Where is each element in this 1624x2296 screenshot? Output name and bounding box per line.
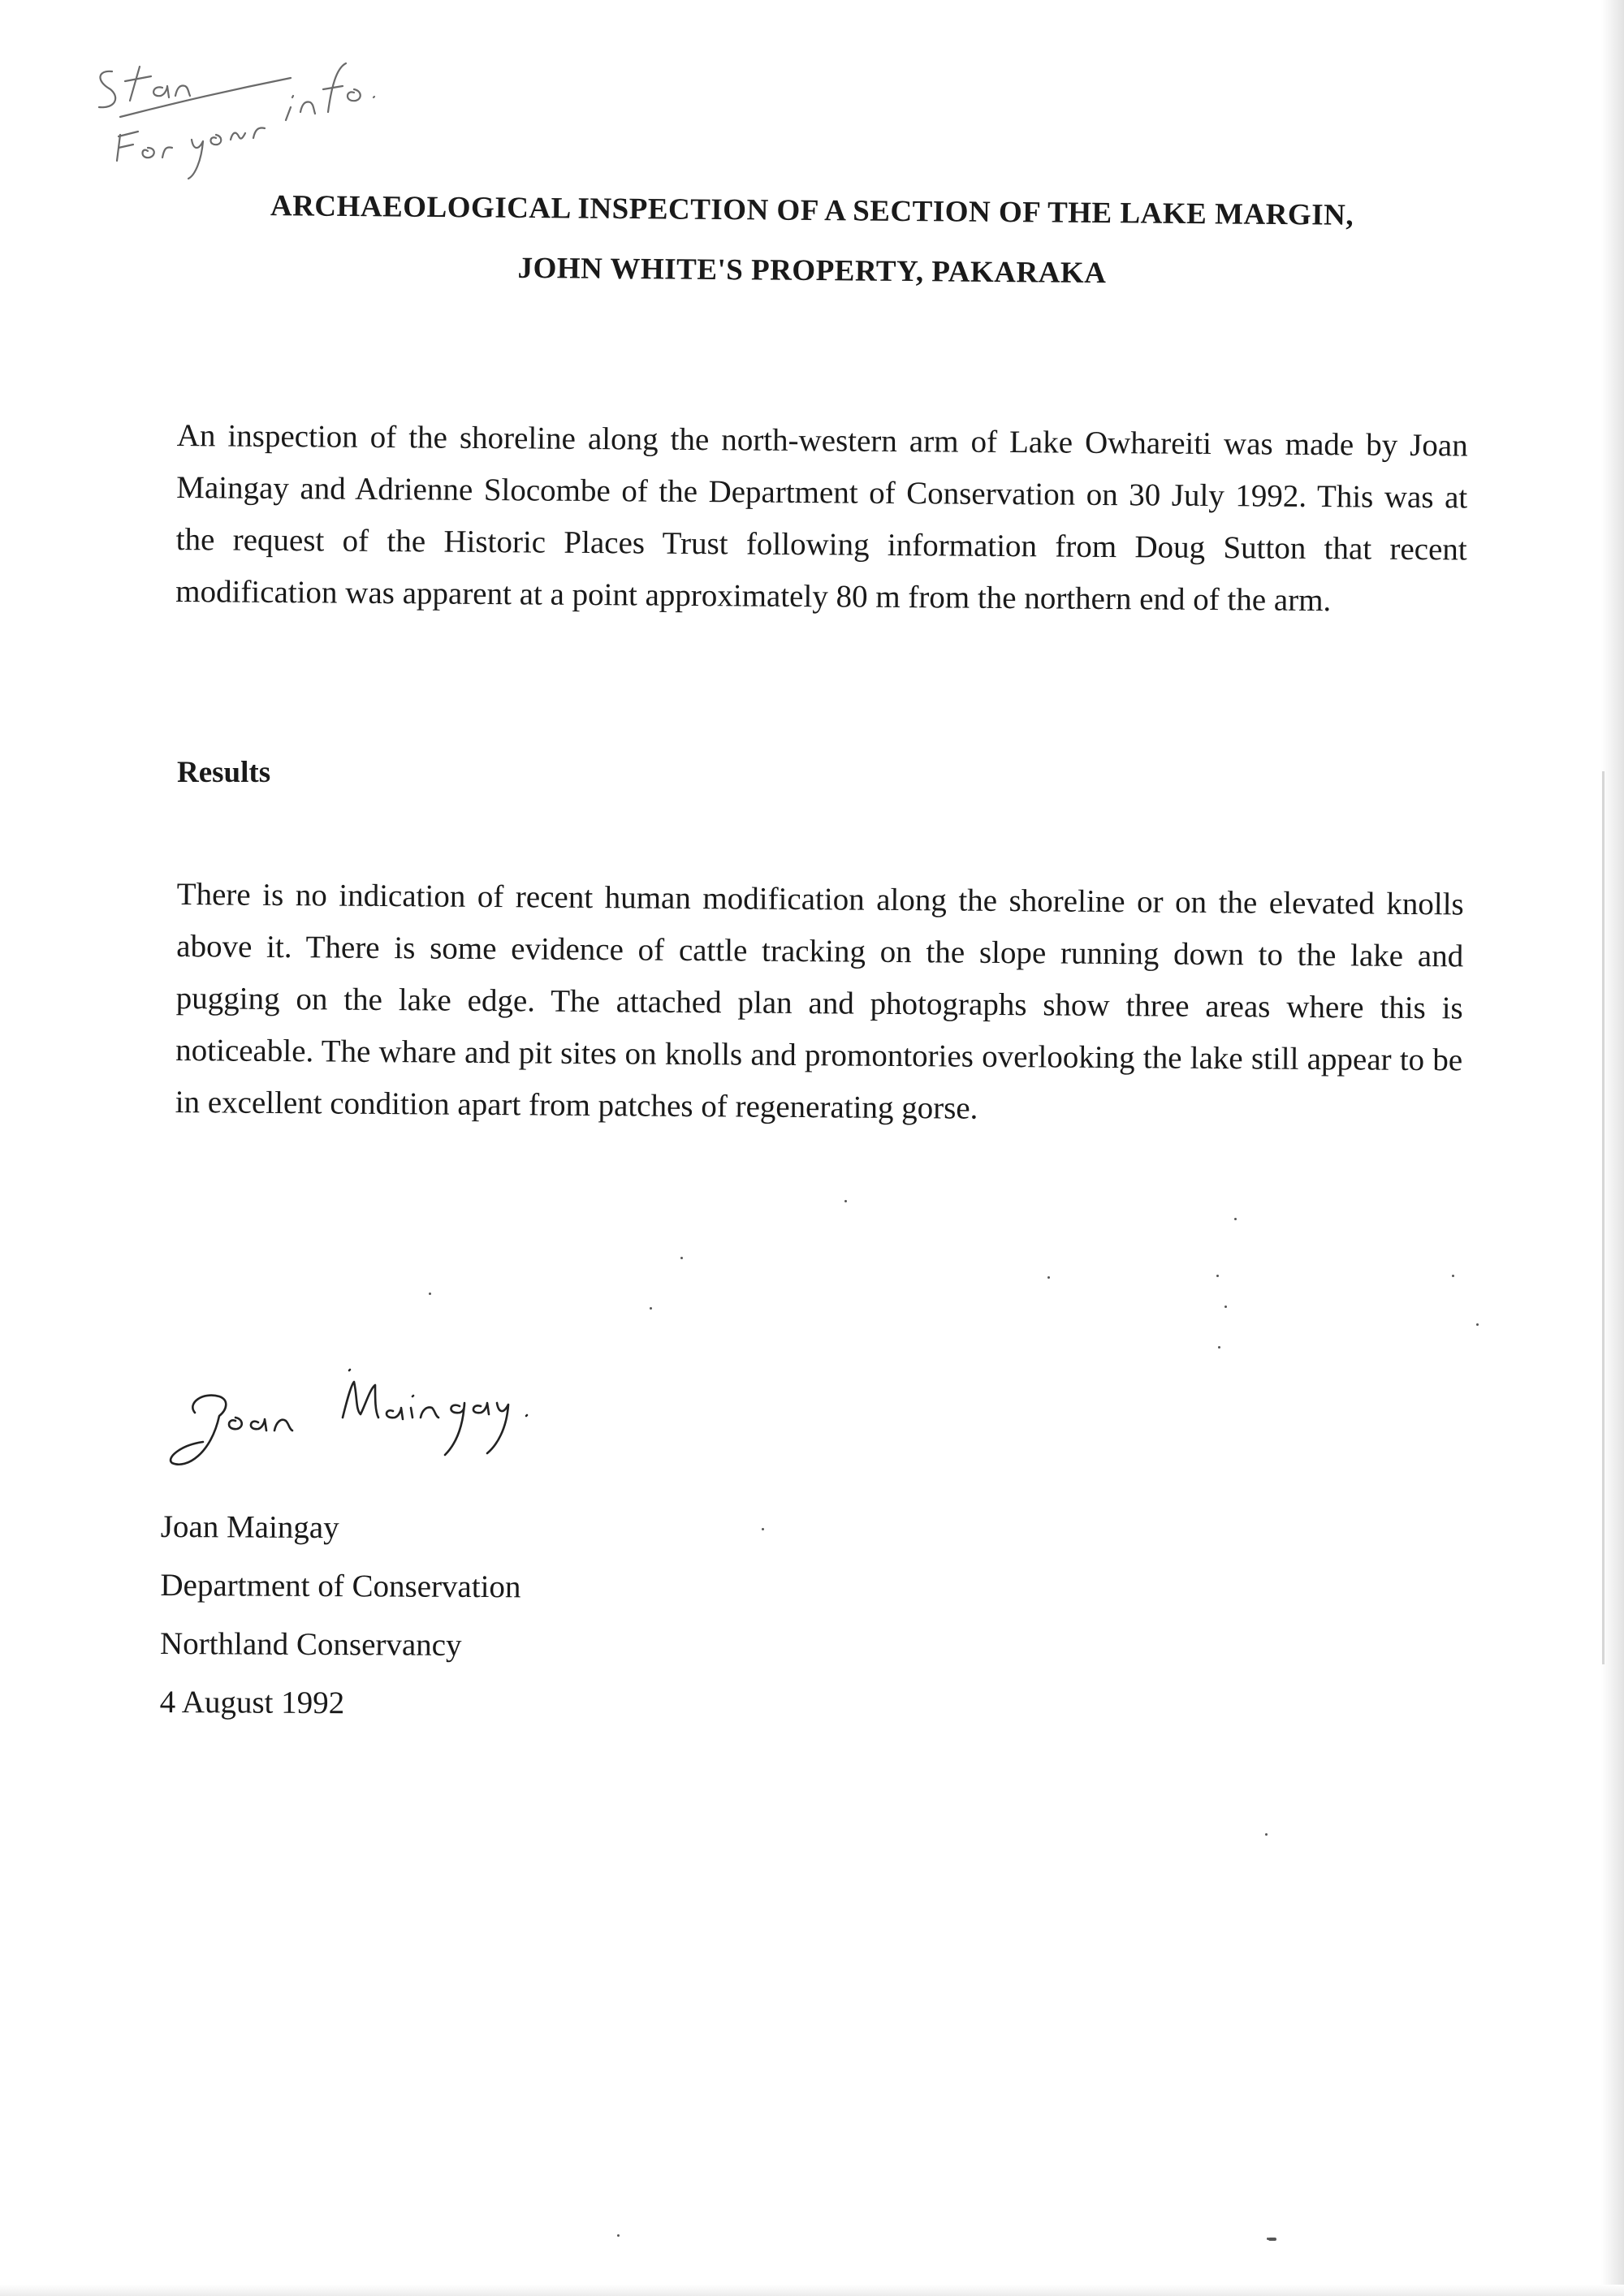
scan-speck xyxy=(762,1528,764,1530)
scan-speck xyxy=(1224,1306,1227,1308)
signatory-conservancy: Northland Conservancy xyxy=(159,1625,462,1663)
document-title-line1: ARCHAEOLOGICAL INSPECTION OF A SECTION OF THE LAKE MARGIN, xyxy=(270,189,1354,232)
scan-speck xyxy=(1265,1833,1268,1836)
scan-speck xyxy=(1452,1275,1454,1277)
scan-speck xyxy=(1234,1218,1237,1220)
signatory-department: Department of Conservation xyxy=(160,1567,521,1605)
scan-speck xyxy=(1218,1346,1220,1349)
scan-edge-right xyxy=(1601,0,1624,2296)
handwritten-note xyxy=(88,39,412,193)
scan-speck xyxy=(1216,1275,1219,1277)
signature-block xyxy=(159,1498,521,1733)
scan-speck xyxy=(844,1200,847,1202)
scan-speck xyxy=(617,2234,620,2237)
results-paragraph: There is no indication of recent human modification along the shoreline or on the elevated knolls above it. There is some evidence of cattle tracking on the slope running down to the lake and pugging on the lake edge. The attached plan and photographs show three areas where this is noticeable. The whare and pit sites on knolls and promontories overlooking the lake still appear to be in excellent condition apart from patches of regenerating gorse. xyxy=(175,876,1464,1126)
scan-speck xyxy=(1476,1323,1479,1326)
scan-edge-bottom xyxy=(0,2285,1624,2296)
results-heading: Results xyxy=(177,756,271,789)
signature-date: 4 August 1992 xyxy=(159,1684,345,1721)
scan-speck xyxy=(1268,2238,1276,2241)
scan-edge-line xyxy=(1602,771,1605,1664)
document-title-line2: JOHN WHITE'S PROPERTY, PAKARAKA xyxy=(517,251,1107,291)
signatory-name: Joan Maingay xyxy=(160,1508,339,1546)
handwritten-signature xyxy=(162,1364,585,1478)
scan-speck xyxy=(680,1257,683,1259)
scan-speck xyxy=(650,1307,652,1310)
scan-speck xyxy=(1047,1276,1050,1279)
scan-speck xyxy=(429,1293,431,1295)
intro-paragraph: An inspection of the shoreline along the north-western arm of Lake Owhareiti was made by Joan Maingay and Adrienne Slocombe of the Department of Conservation on 30 July 1992. This was at the request of the Historic Places Trust following information from Doug Sutton that recent modification was apparent at a point approximately 80 m from the northern end of the arm. xyxy=(175,417,1468,619)
